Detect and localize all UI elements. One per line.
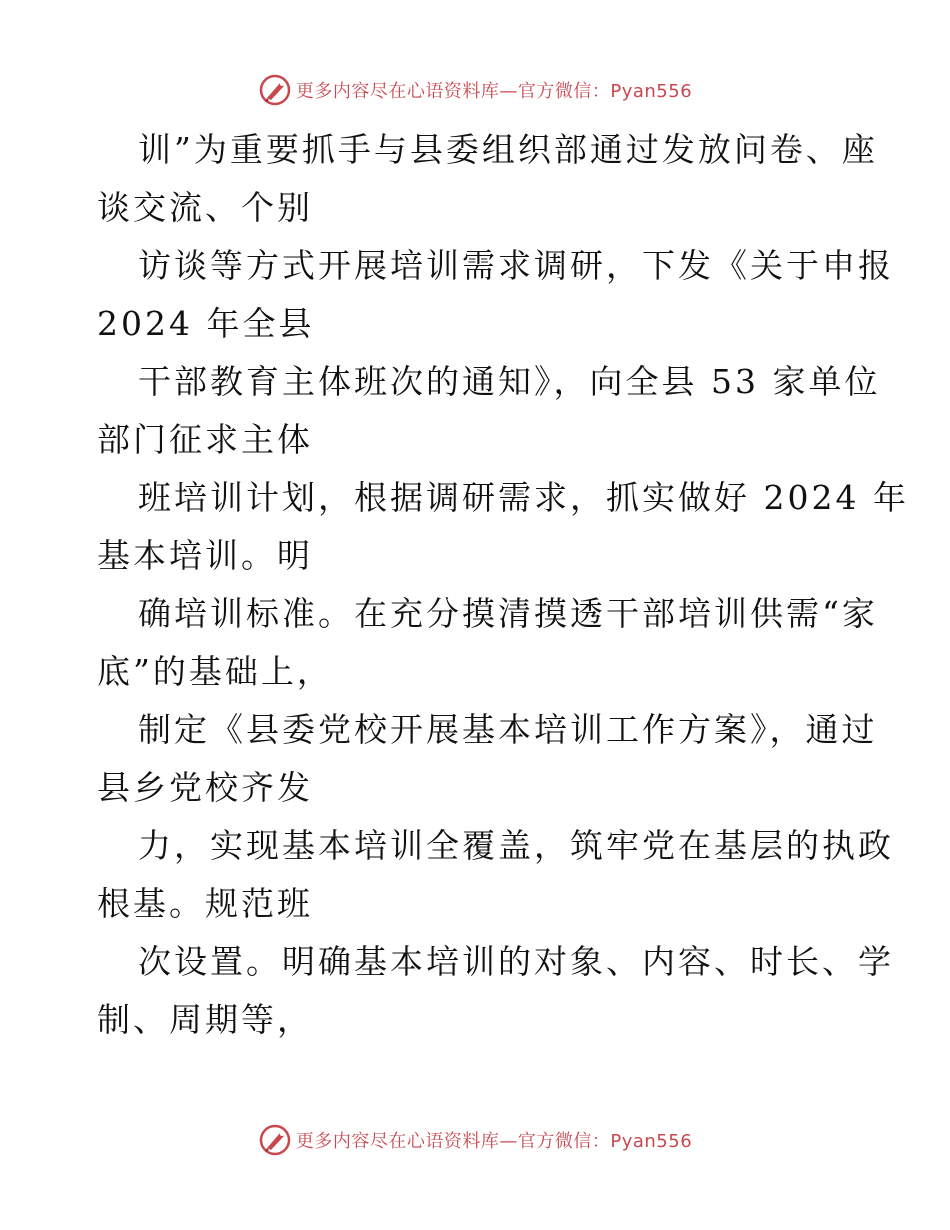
body-line: 2024 年全县 (97, 304, 315, 343)
pen-logo-icon (258, 1123, 292, 1157)
body-line: 班培训计划，根据调研需求，抓实做好 2024 年 (138, 478, 909, 517)
body-line: 基本培训。明 (97, 536, 313, 575)
watermark-text: 更多内容尽在心语资料库—官方微信：Pyan556 (295, 81, 693, 102)
body-line: 县乡党校齐发 (97, 768, 313, 807)
body-line: 训”为重要抓手与县委组织部通过发放问卷、座 (138, 130, 878, 169)
body-line: 制定《县委党校开展基本培训工作方案》，通过 (138, 710, 878, 749)
body-line: 部门征求主体 (97, 420, 313, 459)
body-line: 访谈等方式开展培训需求调研，下发《关于申报 (138, 246, 894, 285)
body-line: 根基。规范班 (97, 884, 313, 923)
body-line: 底”的基础上， (97, 652, 333, 691)
body-line: 力，实现基本培训全覆盖，筑牢党在基层的执政 (138, 826, 894, 865)
body-line: 干部教育主体班次的通知》，向全县 53 家单位 (138, 362, 881, 401)
body-line: 谈交流、个别 (97, 188, 313, 227)
body-line: 确培训标准。在充分摸清摸透干部培训供需“家 (138, 594, 878, 633)
body-line: 制、周期等， (97, 1000, 313, 1039)
body-line: 次设置。明确基本培训的对象、内容、时长、学 (138, 942, 894, 981)
footer-watermark (0, 1120, 950, 1160)
watermark-text: 更多内容尽在心语资料库—官方微信：Pyan556 (295, 1131, 693, 1152)
